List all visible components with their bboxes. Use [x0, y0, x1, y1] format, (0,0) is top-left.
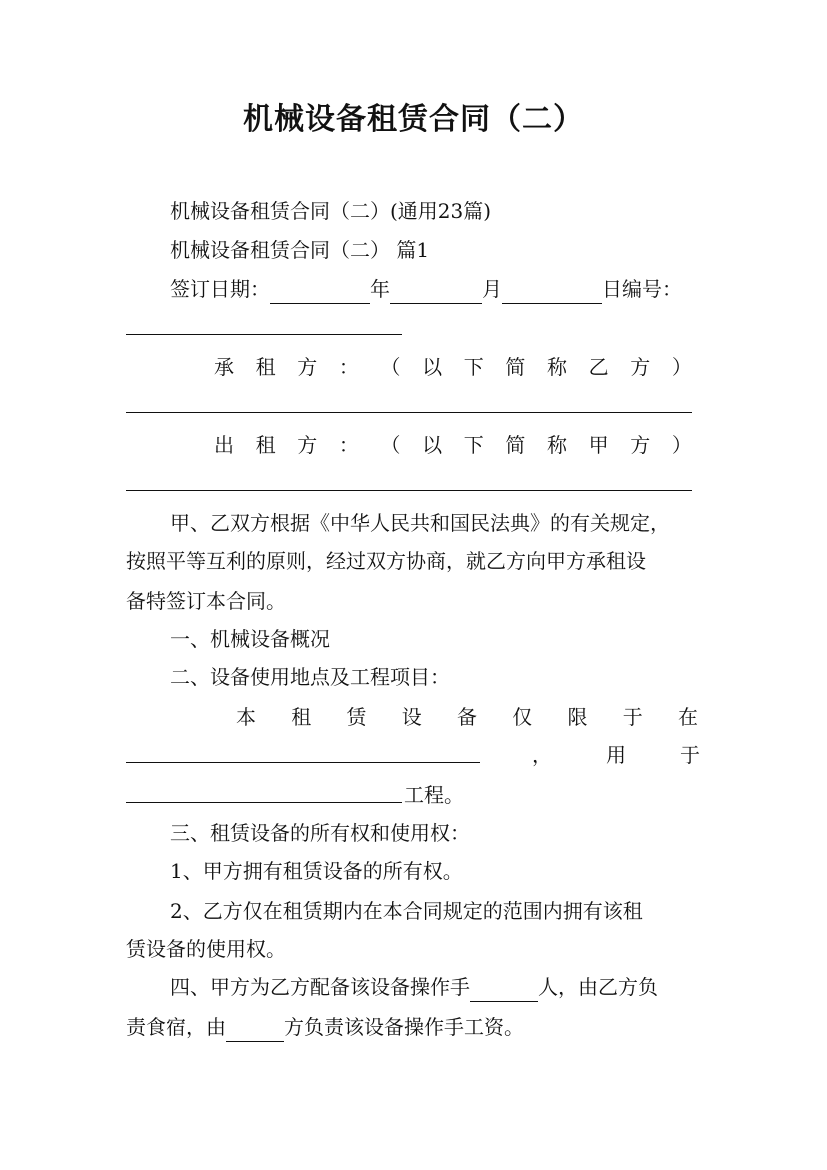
section-4-text: 人，由乙方负 [538, 975, 658, 999]
location-char: 在 [678, 705, 698, 729]
item-2-line-2: 赁设备的使用权。 [126, 937, 286, 961]
section-4-text: 四、甲方为乙方配备该设备操作手 [170, 975, 470, 999]
day-number-label: 日编号： [602, 277, 682, 301]
location-char: 于 [622, 705, 643, 729]
lessor-line [214, 430, 692, 460]
intro-line-3: 备特签订本合同。 [126, 589, 286, 613]
location-char: 租 [291, 705, 312, 729]
lessee-char: ： [338, 355, 359, 379]
number-blank [126, 334, 402, 335]
location-blank [126, 762, 480, 763]
location-char: 限 [567, 705, 588, 729]
lessor-char: 简 [505, 433, 526, 457]
month-label: 月 [482, 277, 502, 301]
lessor-char: 租 [255, 433, 276, 457]
lessee-char: 下 [463, 355, 484, 379]
year-label: 年 [370, 277, 390, 301]
lessor-char: ： [338, 433, 359, 457]
lessor-char: 方 [630, 433, 651, 457]
section-4-text: 责食宿，由 [126, 1015, 226, 1039]
lessor-blank [126, 490, 692, 491]
location-char: 仅 [512, 705, 533, 729]
lessor-char: 下 [463, 433, 484, 457]
lessee-char: 称 [547, 355, 567, 379]
project-blank [126, 802, 402, 803]
section-2-heading: 二、设备使用地点及工程项目： [170, 665, 450, 689]
location-line [236, 702, 698, 732]
section-1-heading: 一、机械设备概况 [170, 627, 330, 651]
lessee-char: 承 [214, 355, 234, 379]
wage-party-blank [226, 1021, 284, 1042]
chapter-heading: 机械设备租赁合同（二） 篇1 [170, 238, 430, 262]
section-4-text: 方负责该设备操作手工资。 [284, 1015, 524, 1039]
item-1: 1、甲方拥有租赁设备的所有权。 [170, 859, 463, 883]
page-title: 机械设备租赁合同（二） [243, 102, 584, 137]
lessee-char: ） [671, 355, 692, 379]
intro-line-1: 甲、乙双方根据《中华人民共和国民法典》的有关规定， [170, 511, 670, 535]
location-char: 设 [401, 705, 422, 729]
lessor-char: 称 [547, 433, 567, 457]
lessee-line [214, 352, 692, 382]
subtitle: 机械设备租赁合同（二）(通用23篇) [170, 199, 492, 223]
section-3-heading: 三、租赁设备的所有权和使用权： [170, 821, 470, 845]
lessor-char: （ [380, 433, 401, 457]
use-char: 用 [606, 743, 626, 767]
location-char: 本 [236, 705, 256, 729]
lessee-blank [126, 412, 692, 413]
day-blank [502, 283, 602, 304]
use-char: 于 [680, 743, 700, 767]
lessee-char: 方 [297, 355, 318, 379]
month-blank [390, 283, 482, 304]
lessee-char: （ [380, 355, 401, 379]
section-4-line-1 [170, 972, 658, 1002]
lessor-char: ） [671, 433, 692, 457]
section-4-line-2 [126, 1012, 524, 1042]
lessor-char: 甲 [588, 433, 609, 457]
lessee-char: 以 [422, 355, 443, 379]
location-char: 备 [457, 705, 477, 729]
location-char: 赁 [346, 705, 367, 729]
operator-count-blank [470, 981, 538, 1002]
intro-line-2: 按照平等互利的原则，经过双方协商，就乙方向甲方承租设 [126, 549, 646, 573]
sign-date-line [170, 274, 682, 304]
item-2-line-1: 2、乙方仅在租赁期内在本合同规定的范围内拥有该租 [170, 899, 643, 923]
lessor-char: 出 [214, 433, 234, 457]
lessee-char: 租 [255, 355, 276, 379]
project-suffix: 工程。 [404, 783, 464, 807]
year-blank [270, 283, 370, 304]
lessor-char: 方 [297, 433, 318, 457]
lessor-char: 以 [422, 433, 443, 457]
sign-date-label: 签订日期： [170, 277, 270, 301]
comma: ， [532, 743, 552, 767]
lessee-char: 乙 [588, 355, 609, 379]
lessee-char: 方 [630, 355, 651, 379]
lessee-char: 简 [505, 355, 526, 379]
